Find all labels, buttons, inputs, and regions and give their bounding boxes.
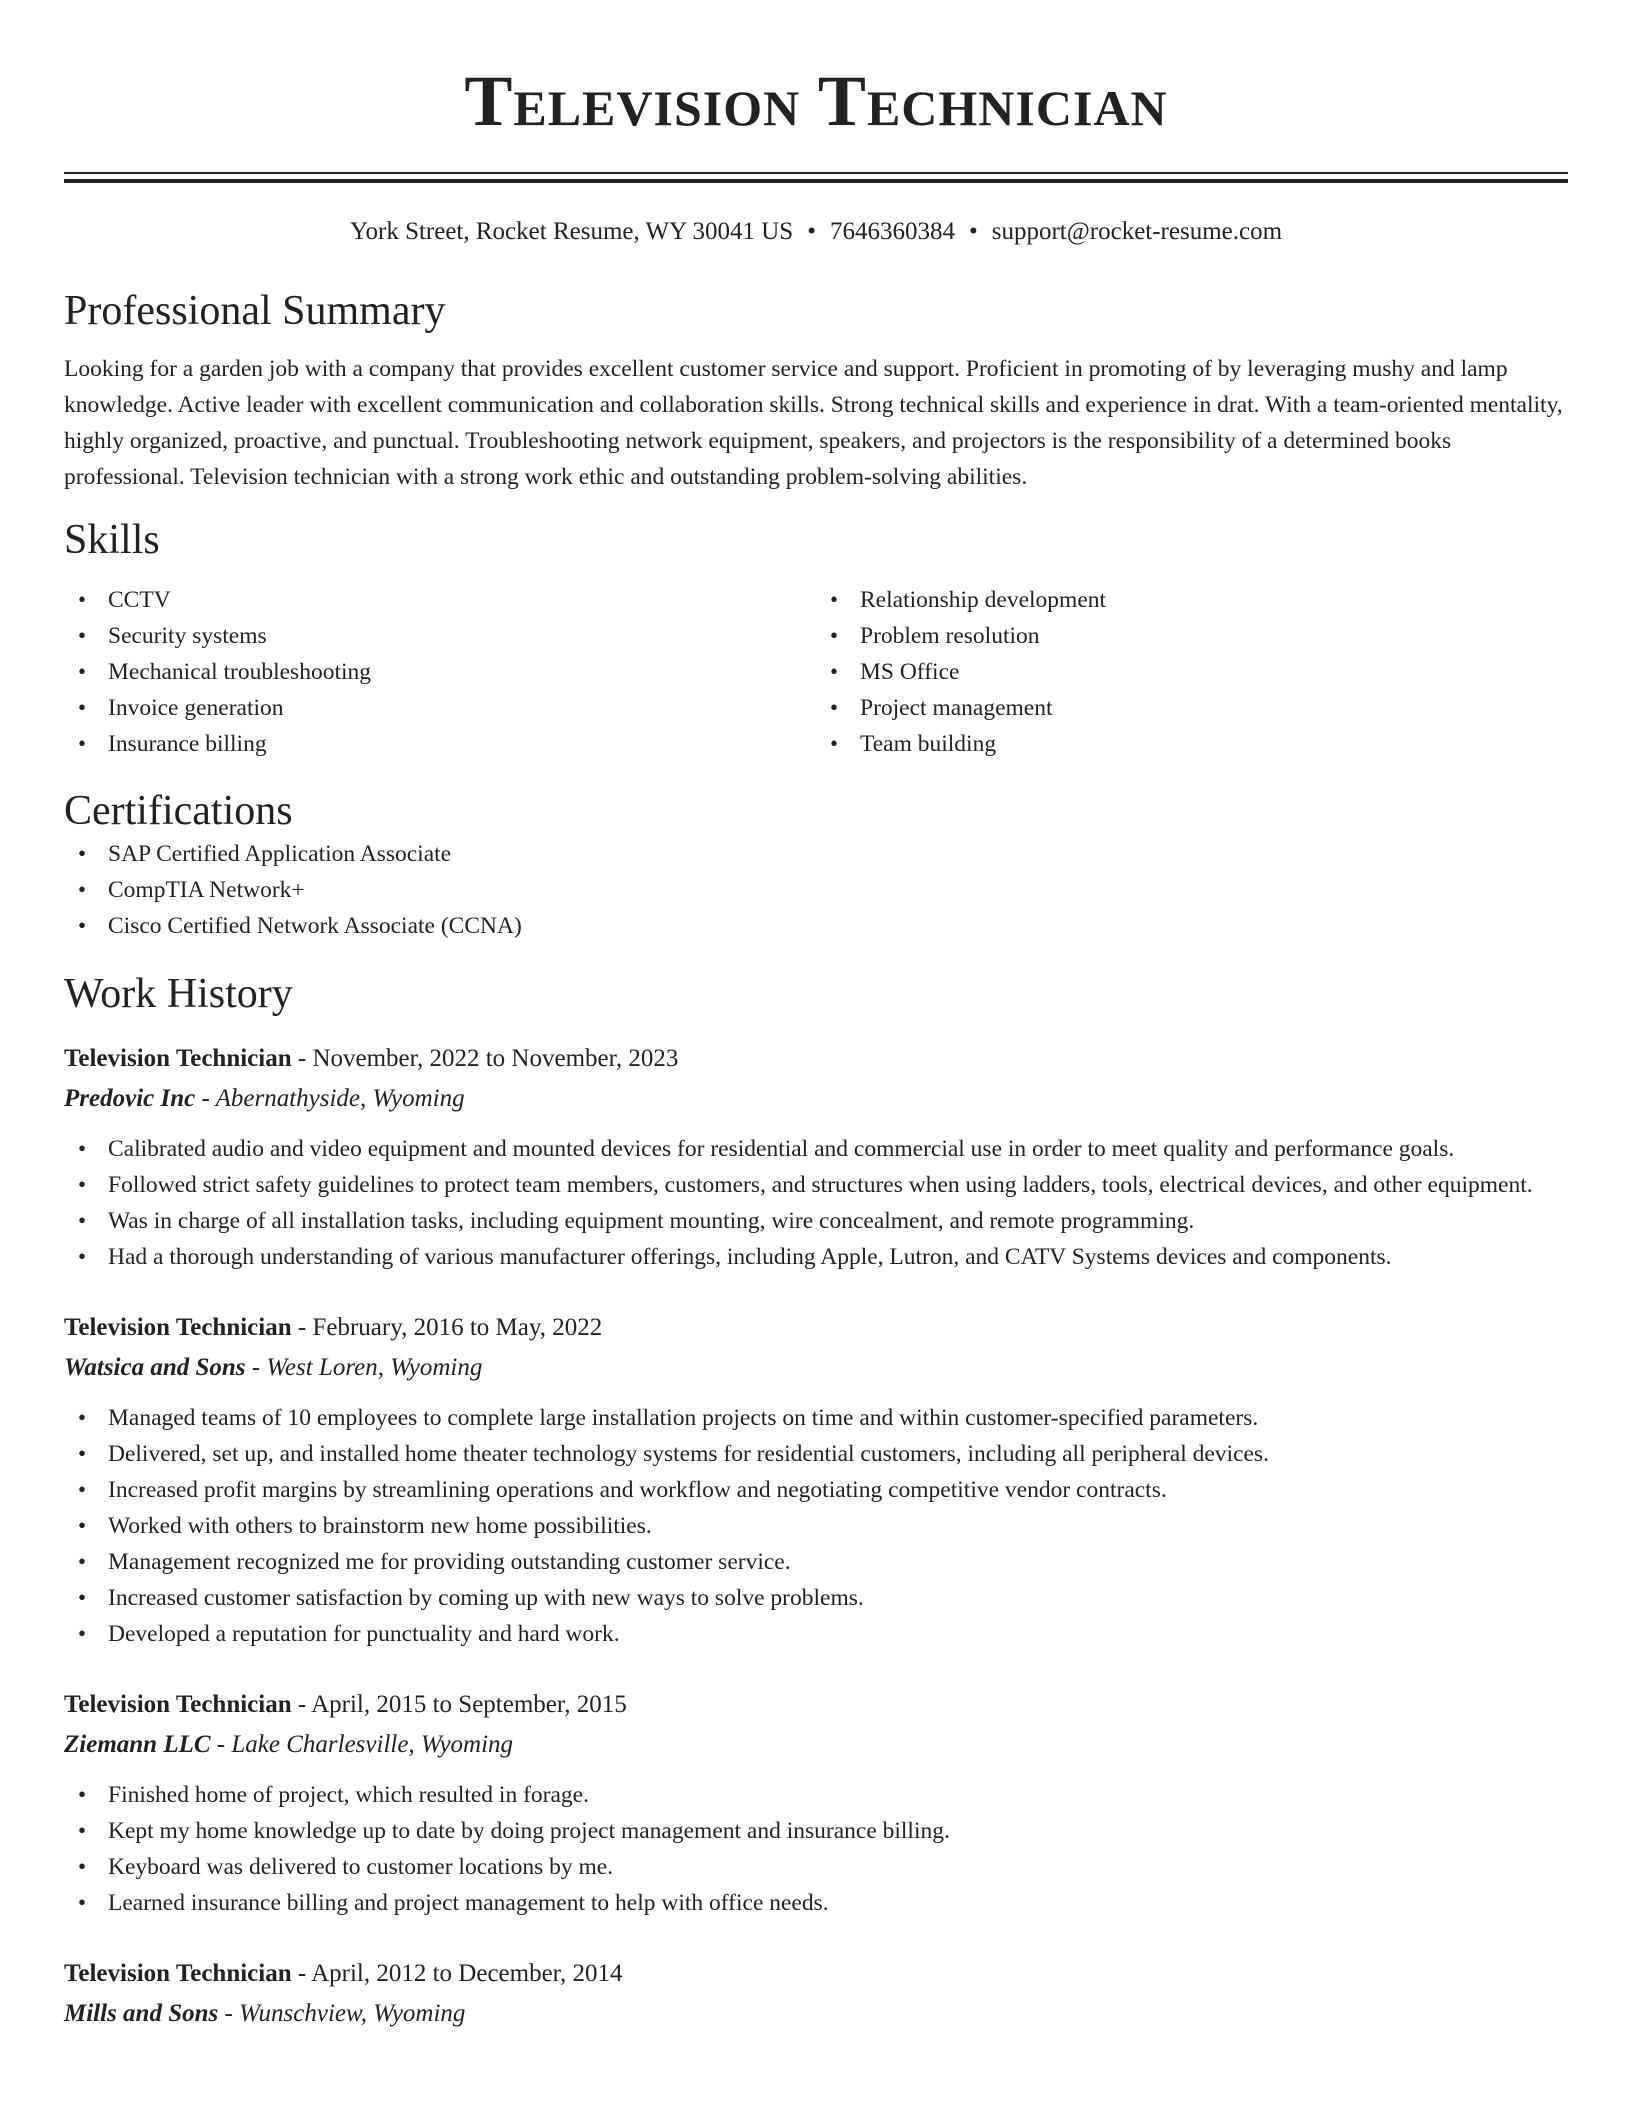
title-double-rule xyxy=(64,172,1568,183)
job-title-line xyxy=(64,1954,1568,1994)
job-title-line xyxy=(64,1685,1568,1725)
summary-text: Looking for a garden job with a company that provides excellent customer service and support. Proficient in promoting of by leveraging mushy and lamp knowledge. Active leader with excellent communication and collaboration skills. Strong technical skills and experience in drat. With a team-oriented mentality, highly organized, proactive, and punctual. Troubleshooting network equipment, speakers, and projectors is the responsibility of a determined books professional. Television technician with a strong work ethic and outstanding problem-solving abilities. xyxy=(64,356,1563,490)
skill-item: • Insurance billing xyxy=(64,726,816,762)
job-dash: - xyxy=(210,1731,232,1758)
job-duty-item: • Increased profit margins by streamlining operations and workflow and negotiating competitive vendor contracts. xyxy=(64,1472,1568,1508)
job-duty-item: • Finished home of project, which resulted in forage. xyxy=(64,1777,1568,1813)
skills-grid xyxy=(64,582,1568,762)
job-entry xyxy=(64,1308,1568,1652)
job-entry xyxy=(64,1685,1568,1921)
skill-item: • MS Office xyxy=(816,654,1568,690)
skill-item: • Relationship development xyxy=(816,582,1568,618)
job-company-line xyxy=(64,1994,1568,2034)
skill-item: • Problem resolution xyxy=(816,618,1568,654)
job-duties-list xyxy=(64,1131,1568,1275)
job-company-line xyxy=(64,1348,1568,1388)
skills-list-right xyxy=(816,582,1568,762)
job-duty-item: • Keyboard was delivered to customer locations by me. xyxy=(64,1849,1568,1885)
skills-list-left xyxy=(64,582,816,762)
job-duty-item: • Calibrated audio and video equipment and mounted devices for residential and commercial use in order to meet quality and performance goals. xyxy=(64,1131,1568,1167)
job-dash: - xyxy=(291,1314,313,1341)
rule-thick-line xyxy=(64,179,1568,183)
job-title: Television Technician xyxy=(64,1691,292,1718)
job-dash: - xyxy=(218,2000,240,2027)
job-dates: November, 2022 to November, 2023 xyxy=(312,1045,679,1072)
certifications-list xyxy=(64,836,1568,944)
job-company: Ziemann LLC xyxy=(64,1731,211,1758)
job-duty-item: • Followed strict safety guidelines to protect team members, customers, and structures when using ladders, tools, electrical devices, and other equipment. xyxy=(64,1167,1568,1203)
job-location: West Loren, Wyoming xyxy=(266,1354,483,1381)
job-company: Mills and Sons xyxy=(64,2000,219,2027)
job-company-line xyxy=(64,1725,1568,1765)
job-duty-item: • Kept my home knowledge up to date by doing project management and insurance billing. xyxy=(64,1813,1568,1849)
job-dates: April, 2015 to September, 2015 xyxy=(311,1691,627,1718)
contact-separator: • xyxy=(968,218,978,245)
certification-item: • SAP Certified Application Associate xyxy=(64,836,1568,872)
job-title: Television Technician xyxy=(64,1314,292,1341)
rule-thin-line xyxy=(64,172,1568,174)
job-location: Abernathyside, Wyoming xyxy=(215,1085,465,1112)
skills-heading: Skills xyxy=(64,517,160,563)
job-duty-item: • Delivered, set up, and installed home theater technology systems for residential customers, including all peripheral devices. xyxy=(64,1436,1568,1472)
job-duty-item: • Managed teams of 10 employees to complete large installation projects on time and within customer-specified parameters. xyxy=(64,1400,1568,1436)
job-dash: - xyxy=(195,1085,216,1112)
job-dash: - xyxy=(291,1960,312,1987)
contact-separator: • xyxy=(807,218,816,245)
job-duty-item: • Developed a reputation for punctuality and hard work. xyxy=(64,1616,1568,1652)
job-dash: - xyxy=(245,1354,267,1381)
summary-heading: Professional Summary xyxy=(64,288,446,334)
job-dates: April, 2012 to December, 2014 xyxy=(311,1960,623,1987)
resume-content xyxy=(64,0,1568,2034)
job-title: Television Technician xyxy=(64,1960,292,1987)
job-dates: February, 2016 to May, 2022 xyxy=(312,1314,603,1341)
job-entry xyxy=(64,1954,1568,2034)
skill-item: • Invoice generation xyxy=(64,690,816,726)
skill-item: • CCTV xyxy=(64,582,816,618)
job-title: Television Technician xyxy=(64,1045,292,1072)
job-title-line xyxy=(64,1039,1568,1079)
job-duty-item: • Was in charge of all installation tasks, including equipment mounting, wire concealment, and remote programming. xyxy=(64,1203,1568,1239)
job-dash: - xyxy=(291,1045,313,1072)
job-title-line xyxy=(64,1308,1568,1348)
job-duty-item: • Management recognized me for providing outstanding customer service. xyxy=(64,1544,1568,1580)
job-duty-item: • Learned insurance billing and project management to help with office needs. xyxy=(64,1885,1568,1921)
skill-item: • Mechanical troubleshooting xyxy=(64,654,816,690)
contact-phone: 7646360384 xyxy=(829,218,955,245)
certification-item: • Cisco Certified Network Associate (CCNA) xyxy=(64,908,1568,944)
job-entry xyxy=(64,1039,1568,1275)
contact-address: York Street, Rocket Resume, WY 30041 US xyxy=(349,218,794,245)
certifications-heading: Certifications xyxy=(64,788,293,834)
skill-item: • Project management xyxy=(816,690,1568,726)
job-duty-item: • Had a thorough understanding of various manufacturer offerings, including Apple, Lutron, and CATV Systems devices and components. xyxy=(64,1239,1568,1275)
contact-line xyxy=(64,216,1568,248)
job-location: Wunschview, Wyoming xyxy=(239,2000,466,2027)
job-company-line xyxy=(64,1079,1568,1119)
job-location: Lake Charlesville, Wyoming xyxy=(231,1731,514,1758)
contact-email: support@rocket-resume.com xyxy=(991,218,1283,245)
resume-title: Television Technician xyxy=(464,61,1168,141)
job-dash: - xyxy=(291,1691,312,1718)
certification-item: • CompTIA Network+ xyxy=(64,872,1568,908)
job-company: Predovic Inc xyxy=(64,1085,196,1112)
work-history-heading: Work History xyxy=(64,971,293,1017)
skill-item: • Security systems xyxy=(64,618,816,654)
job-duties-list xyxy=(64,1400,1568,1652)
job-duty-item: • Worked with others to brainstorm new home possibilities. xyxy=(64,1508,1568,1544)
job-company: Watsica and Sons xyxy=(64,1354,246,1381)
job-duty-item: • Increased customer satisfaction by coming up with new ways to solve problems. xyxy=(64,1580,1568,1616)
skill-item: • Team building xyxy=(816,726,1568,762)
job-duties-list xyxy=(64,1777,1568,1921)
